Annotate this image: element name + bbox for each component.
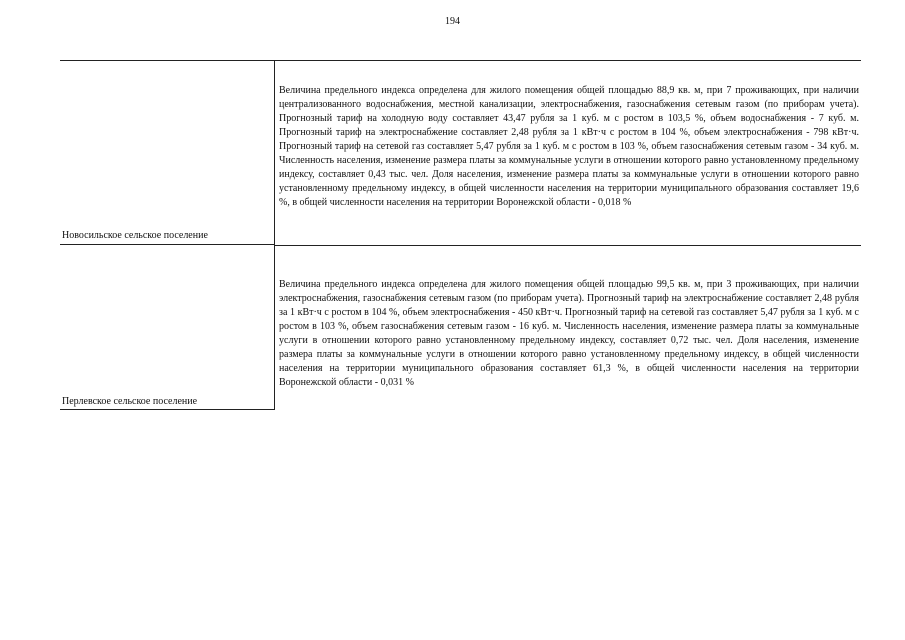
index-description: Величина предельного индекса определена для жилого помещения общей площадью 99,5 кв. м, при 3 проживающих, при наличии электроснабжения, газоснабжения сетевым газом (по приборам учета). Прогнозный тариф на электроснабжение составляет 2,48 рубля за 1 кВт·ч с ростом в 104 %, объем электроснабжения - 450 кВт·ч. Прогнозный тариф на сетевой газ составляет 5,47 рубля за 1 куб. м с ростом в 103 %, объем газоснабжения сетевым газом - 16 куб. м. Численность населения, изменение размера платы за коммунальные услуги в отношении которого равно установленному предельному индексу, составляет 0,72 тыс. чел. Доля населения, изменение размера платы за коммунальные услуги в отношении которого равно установленному предельному индексу, в общей численности населения на территории муниципального образования составляет 61,3 %, в общей численности населения на территории Воронежской области - 0,031 % bbox=[279, 279, 859, 388]
row-bottom-border bbox=[60, 409, 274, 410]
table-row bbox=[60, 60, 861, 245]
settlement-name: Перлевское сельское поселение bbox=[62, 396, 198, 407]
table-row bbox=[60, 245, 861, 410]
settlement-name: Новосильское сельское поселение bbox=[62, 230, 208, 241]
tariff-index-table bbox=[60, 60, 861, 410]
page-number: 194 bbox=[445, 16, 460, 27]
index-description: Величина предельного индекса определена для жилого помещения общей площадью 88,9 кв. м, при 7 проживающих, при наличии централизованного водоснабжения, местной канализации, электроснабжения, газоснабжения сетевым газом (по приборам учета). Прогнозный тариф на холодную воду составляет 43,47 рубля за 1 куб. м с ростом в 103,5 %, объем водоснабжения - 7 куб. м. Прогнозный тариф на электроснабжение составляет 2,48 рубля за 1 кВт·ч с ростом в 104 %, объем электроснабжения - 798 кВт·ч. Прогнозный тариф на сетевой газ составляет 5,47 рубля за 1 куб. м с ростом в 103 %, объем газоснабжения сетевым газом - 34 куб. м. Численность населения, изменение размера платы за коммунальные услуги в отношении которого равно установленному предельному индексу, составляет 0,43 тыс. чел. Доля населения, изменение размера платы за коммунальные услуги в отношении которого равно установленному предельному индексу, в общей численности населения на территории муниципального образования составляет 19,6 %, в общей численности населения на территории Воронежской области - 0,018 % bbox=[279, 85, 859, 208]
